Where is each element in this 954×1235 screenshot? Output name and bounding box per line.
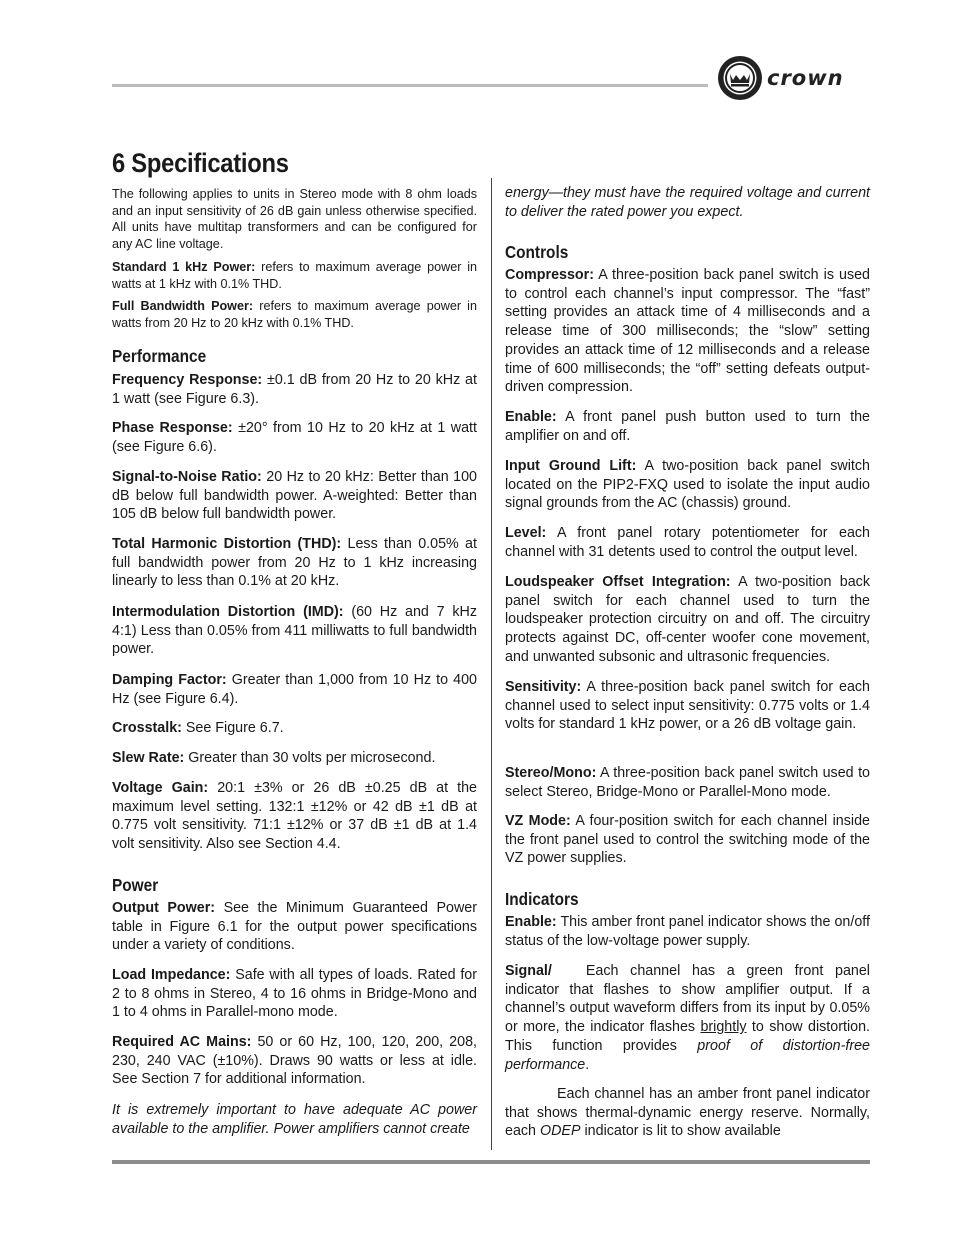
page-title: 6 Specifications <box>112 148 289 178</box>
fb-power-def: Full Bandwidth Power: refers to maximum average power in watts from 20 Hz to 20 kHz with 0.1% THD. <box>112 299 477 330</box>
control-vz-mode: VZ Mode: A four-position switch for each channel inside the front panel used to control the switching mode of the VZ power supplies. <box>505 813 870 867</box>
indicators-heading: Indicators <box>505 889 579 909</box>
spec-damping: Damping Factor: Greater than 1,000 from 10 Hz to 400 Hz (see Figure 6.4). <box>112 672 477 707</box>
control-enable: Enable: A front panel push button used to turn the amplifier on and off. <box>505 409 870 444</box>
std-power-def: Standard 1 kHz Power: refers to maximum average power in watts at 1 kHz with 0.1% THD. <box>112 260 477 291</box>
control-stereo-mono: Stereo/Mono: A three-position back panel switch used to select Stereo, Bridge-Mono or Parallel-Mono mode. <box>505 765 870 800</box>
spec-thd: Total Harmonic Distortion (THD): Less than 0.05% at full bandwidth power from 20 Hz to 1 kHz increasing linearly to less than 0.1% at 20 kHz. <box>112 536 477 590</box>
spec-crosstalk: Crosstalk: See Figure 6.7. <box>112 720 284 736</box>
spec-load-impedance: Load Impedance: Safe with all types of loads. Rated for 2 to 8 ohms in Stereo, 4 to 16 ohms in Bridge-Mono and 1 to 4 ohms in Parallel-mono mode. <box>112 967 477 1021</box>
spec-snr: Signal-to-Noise Ratio: 20 Hz to 20 kHz: Better than 100 dB below full bandwidth power. A-weighted: Better than 105 dB below full bandwidth power. <box>112 469 477 523</box>
spec-imd: Intermodulation Distortion (IMD): (60 Hz and 7 kHz 4:1) Less than 0.05% from 411 milliwatts to full bandwidth power. <box>112 604 477 658</box>
ac-power-note: It is extremely important to have adequate AC power available to the amplifier. Power amplifiers cannot create <box>112 1102 477 1137</box>
crown-logo <box>716 54 844 102</box>
column-divider <box>491 178 492 1150</box>
indicator-signal: Signal/ Each channel has a green front panel indicator that flashes to show amplifier output. If a channel’s output waveform differs from its input by 0.05% or more, the indicator flashes brightly to show distortion. This function provides proof of distortion-free performance. <box>505 963 870 1073</box>
performance-heading: Performance <box>112 346 207 366</box>
spec-frequency-response: Frequency Response: ±0.1 dB from 20 Hz to 20 kHz at 1 watt (see Figure 6.3). <box>112 372 477 407</box>
crown-emblem-icon <box>716 54 764 102</box>
control-input-ground-lift: Input Ground Lift: A two-position back panel switch located on the PIP2-FXQ used to isolate the input audio signal grounds from the AC (chassis) ground. <box>505 458 870 512</box>
footer-rule <box>112 1160 870 1164</box>
spec-output-power: Output Power: See the Minimum Guaranteed Power table in Figure 6.1 for the output power specifications under a variety of conditions. <box>112 900 478 954</box>
ac-power-note-cont: energy—they must have the required voltage and current to deliver the rated power you expect. <box>505 185 870 220</box>
indicator-odep: Each channel has an amber front panel indicator that shows thermal-dynamic energy reserve. Normally, each ODEP indicator is lit to show available <box>505 1086 870 1140</box>
control-loudspeaker-offset: Loudspeaker Offset Integration: A two-position back panel switch for each channel used to turn the loudspeaker protection circuitry on and off. The circuitry protects against DC, off-center woofer cone movement, and unwanted subsonic and ultrasonic frequencies. <box>505 574 870 665</box>
control-level: Level: A front panel rotary potentiometer for each channel with 31 detents used to control the output level. <box>505 525 870 560</box>
controls-heading: Controls <box>505 242 569 262</box>
power-heading: Power <box>112 875 159 895</box>
control-compressor: Compressor: A three-position back panel switch is used to control each channel’s input compressor. The “fast” setting provides an attack time of 4 milliseconds and a release time of 300 milliseconds; the “slow” setting provides an attack time of 12 milliseconds and a release time of 600 milliseconds; the “off” setting defeats output-driven compression. <box>505 267 870 396</box>
control-sensitivity: Sensitivity: A three-position back panel switch for each channel used to select input sensitivity: 0.775 volts or 1.4 volts for standard 1 kHz power, or a 26 dB voltage gain. <box>505 679 870 733</box>
spec-voltage-gain: Voltage Gain: 20:1 ±3% or 26 dB ±0.25 dB at the maximum level setting. 132:1 ±12% or 42 dB ±1 dB at 0.775 volt sensitivity. 71:1 ±12% or 37 dB ±1 dB at 1.4 volt sensitivity. Also see Section 4.4. <box>112 780 477 853</box>
spec-ac-mains: Required AC Mains: 50 or 60 Hz, 100, 120, 200, 208, 230, 240 VAC (±10%). Draws 90 watts or less at idle. See Section 7 for additional information. <box>112 1034 477 1088</box>
indicator-enable: Enable: This amber front panel indicator shows the on/off status of the low-voltage power supply. <box>505 914 870 949</box>
intro-paragraph: The following applies to units in Stereo mode with 8 ohm loads and an input sensitivity of 26 dB gain unless otherwise specified. All units have multitap transformers and can be configured for any AC line voltage. <box>112 187 477 251</box>
spec-slew-rate: Slew Rate: Greater than 30 volts per microsecond. <box>112 750 436 766</box>
spec-phase-response: Phase Response: ±20° from 10 Hz to 20 kHz at 1 watt (see Figure 6.6). <box>112 420 478 455</box>
header-rule <box>112 84 708 87</box>
brand-wordmark: crown <box>767 66 844 90</box>
